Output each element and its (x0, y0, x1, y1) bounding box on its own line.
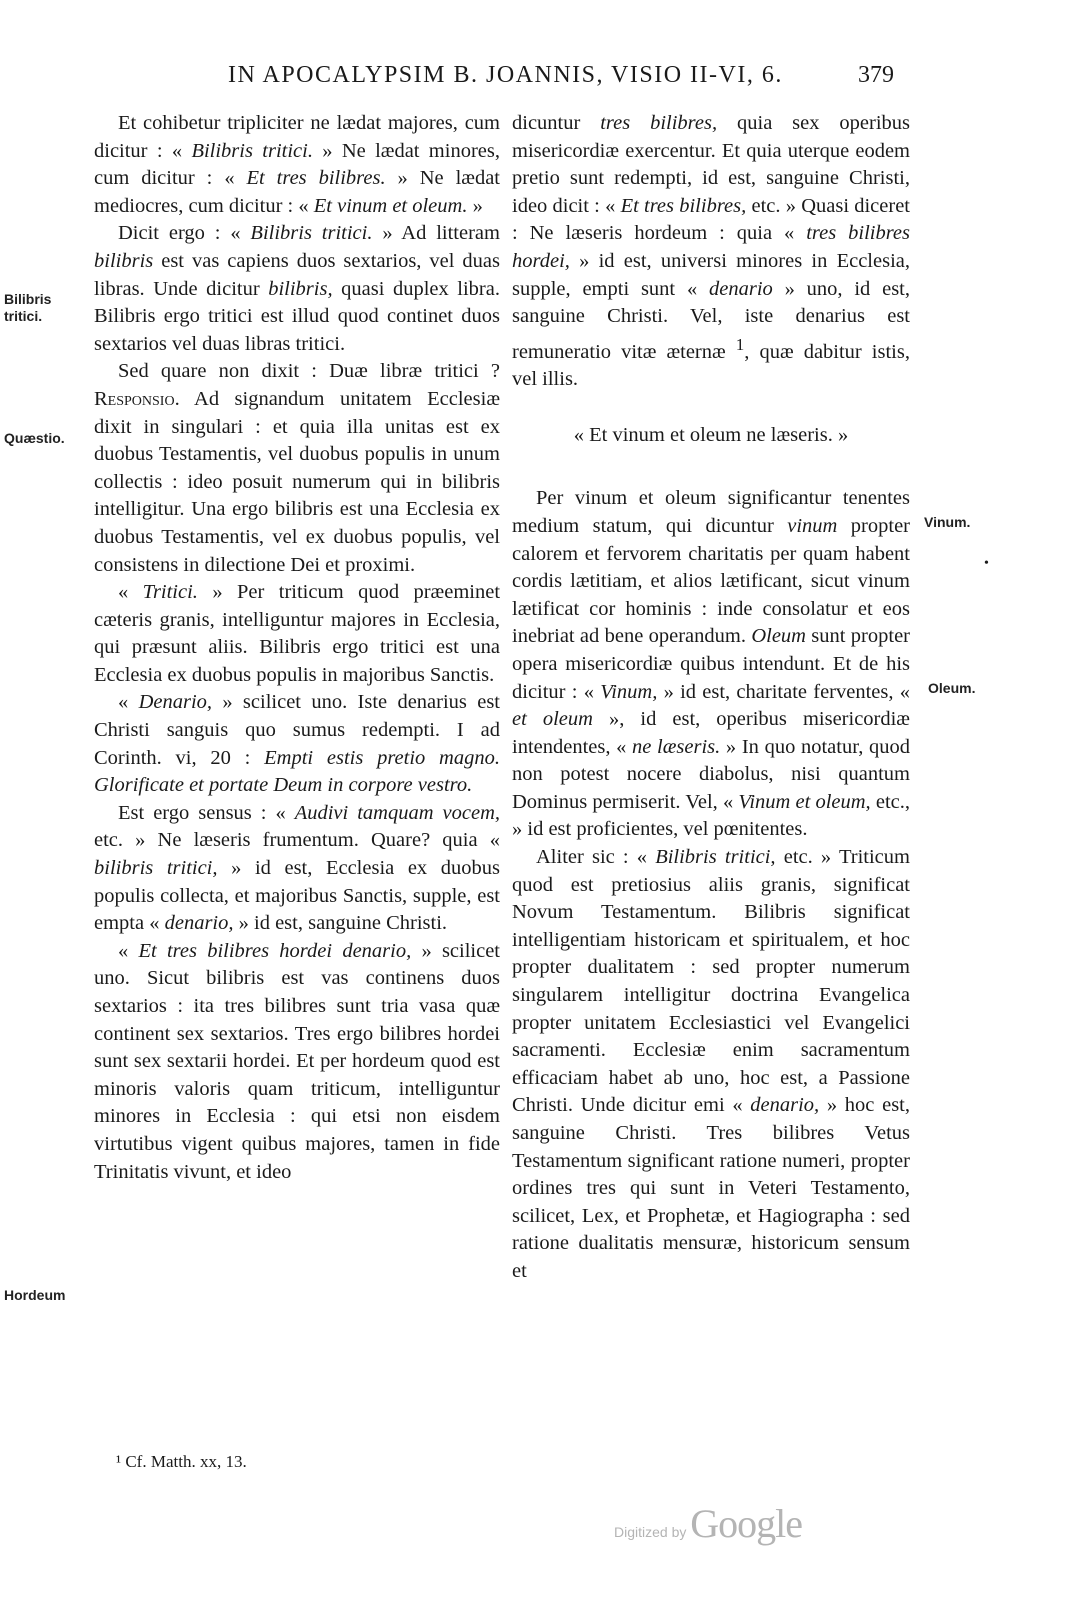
left-paragraph-5: « Denario, » scilicet uno. Iste denarius est Christi sanguis quo sumus redempti. I ad Corinth. vi, 20 : Empti estis pretio magno. Glorificate et portate Deum in corpore vestro. (94, 691, 500, 797)
watermark-digitized-by: Digitized by (614, 1524, 691, 1540)
page-header (0, 62, 1066, 96)
running-head: IN APOCALYPSIM B. JOANNIS, VISIO II-VI, 6. (228, 62, 783, 88)
left-paragraph-7: « Et tres bilibres hordei denario, » scilicet uno. Sicut bilibris est vas continens duos sextarios : ita tres bilibres sunt tria vasa quæ continent sex sextarios. Tres ergo bilibres hordei sunt sex sextarii hordei. Et per hordeum quod est minoris valoris quam triticum, intelliguntur minores in Ecclesia : qui etsi non eisdem virtutibus vigent quibus majores, tamen in fide Trinitatis vivunt, et ideo (94, 939, 501, 1183)
left-paragraph-3: Sed quare non dixit : Duæ libræ tritici ? Responsio. Ad signandum unitatem Ecclesiæ dixit in singulari : et quia illa unitas est ex duobus Testamentis, vel duobus populis in unum collectis : ideo posuit numerum qui in bilibris intelligitur. Una ergo bilibris est una Ecclesia ex duobus Testamentis, vel ex duobus populis, vel consistens in dilectione Dei et proximi. (94, 360, 500, 576)
left-paragraph-2: Dicit ergo : « Bilibris tritici. » Ad litteram bilibris est vas capiens duos sextarios, vel duas libras. Unde dicitur bilibris, quasi duplex libra. Bilibris ergo tritici est illud quod continet duos sextarios vel duas libras tritici. (94, 222, 500, 355)
right-column (512, 110, 910, 1286)
right-paragraph-3: Aliter sic : « Bilibris tritici, etc. » Triticum quod est pretiosius aliis granis, significat Novum Testamentum. Bilibris significat intelligentiam historicam et spiritualem, et hoc propter dualitatem : sed propter numerum singularem intelligitur doctrina Evangelica propter unitatem Ecclesiastici vel Evangelici sacramenti. Ecclesiæ enim sacramentum efficaciam habet ab uno, hoc est, a Passione Christi. Unde dicitur emi « denario, » hoc est, sanguine Christi. Tres bilibres Vetus Testamentum significant ratione numeri, propter ordines tres qui sunt in Veteri Testamento, scilicet, Lex, et Prophetæ, et Hagiographa : sed ratione dualitatis mensuræ, historicum sensum et (512, 846, 910, 1282)
left-paragraph-1: Et cohibetur tripliciter ne lædat majores, cum dicitur : « Bilibris tritici. » Ne lædat minores, cum dicitur : « Et tres bilibres. » Ne lædat mediocres, cum dicitur : « Et vinum et oleum. » (94, 112, 500, 217)
google-watermark (614, 1500, 802, 1547)
margin-note-oleum: Oleum. (928, 680, 976, 696)
stray-dot: • (984, 556, 989, 571)
footnote: ¹ Cf. Matth. xx, 13. (116, 1452, 247, 1471)
margin-note-bilibris: Bilibris tritici. (4, 291, 52, 324)
footnote-marker: 1 (735, 334, 745, 354)
right-paragraph-2: Per vinum et oleum significantur tenentes medium statum, qui dicuntur vinum propter calorem et fervorem charitatis per quam habent cordis lætitiam, et alios lætificant, sicut vinum lætificat cor hominis : inde consolatur et eos inebriat ad bene operandum. Oleum sunt propter opera misericordiæ quibus intendunt. Et de his dicitur : « Vinum, » id est, charitate ferventes, « et oleum », id est, operibus misericordiæ intendentes, « ne læseris. » In quo notatur, quod non potest nocere diabolus, nisi quantum Dominus permiserit. Vel, « Vinum et oleum, etc., » id est proficientes, vel pœnitentes. (512, 487, 910, 841)
right-paragraph-1: dicuntur tres bilibres, quia sex operibus misericordiæ exercentur. Et quia uterque eodem pretio sunt redempti, id est, sanguine Christi, ideo dicit : « Et tres bilibres, etc. » Quasi diceret : Ne læseris hordeum : quia « tres bilibres hordei, » id est, universi minores in Ecclesia, supple, empti sunt « denario » uno, id est, sanguine Christi. Vel, iste denarius est remuneratio vitæ æternæ $^1$, quæ dabitur istis, vel illis. (512, 112, 911, 391)
section-heading: « Et vinum et oleum ne læseris. » (573, 423, 849, 446)
margin-note-quaestio: Quæstio. (4, 430, 65, 446)
watermark-brand: Google (690, 1501, 803, 1546)
left-paragraph-4: « Tritici. » Per triticum quod præeminet cæteris granis, intelliguntur majores in Ecclesia, qui præsunt aliis. Bilibris ergo tritici est una Ecclesia ex duobus populis in majoribus Sanctis. (94, 581, 501, 686)
left-column (94, 110, 500, 1186)
margin-note-hordeum: Hordeum (4, 1287, 66, 1303)
margin-note-vinum: Vinum. (924, 514, 971, 530)
page-number: 379 (858, 62, 894, 88)
left-paragraph-6: Est ergo sensus : « Audivi tamquam vocem, etc. » Ne læseris frumentum. Quare? quia « bilibris tritici, » id est, Ecclesia ex duobus populis collecta, et majoribus Sanctis, supple, est empta « denario, » id est, sanguine Christi. (94, 801, 501, 935)
